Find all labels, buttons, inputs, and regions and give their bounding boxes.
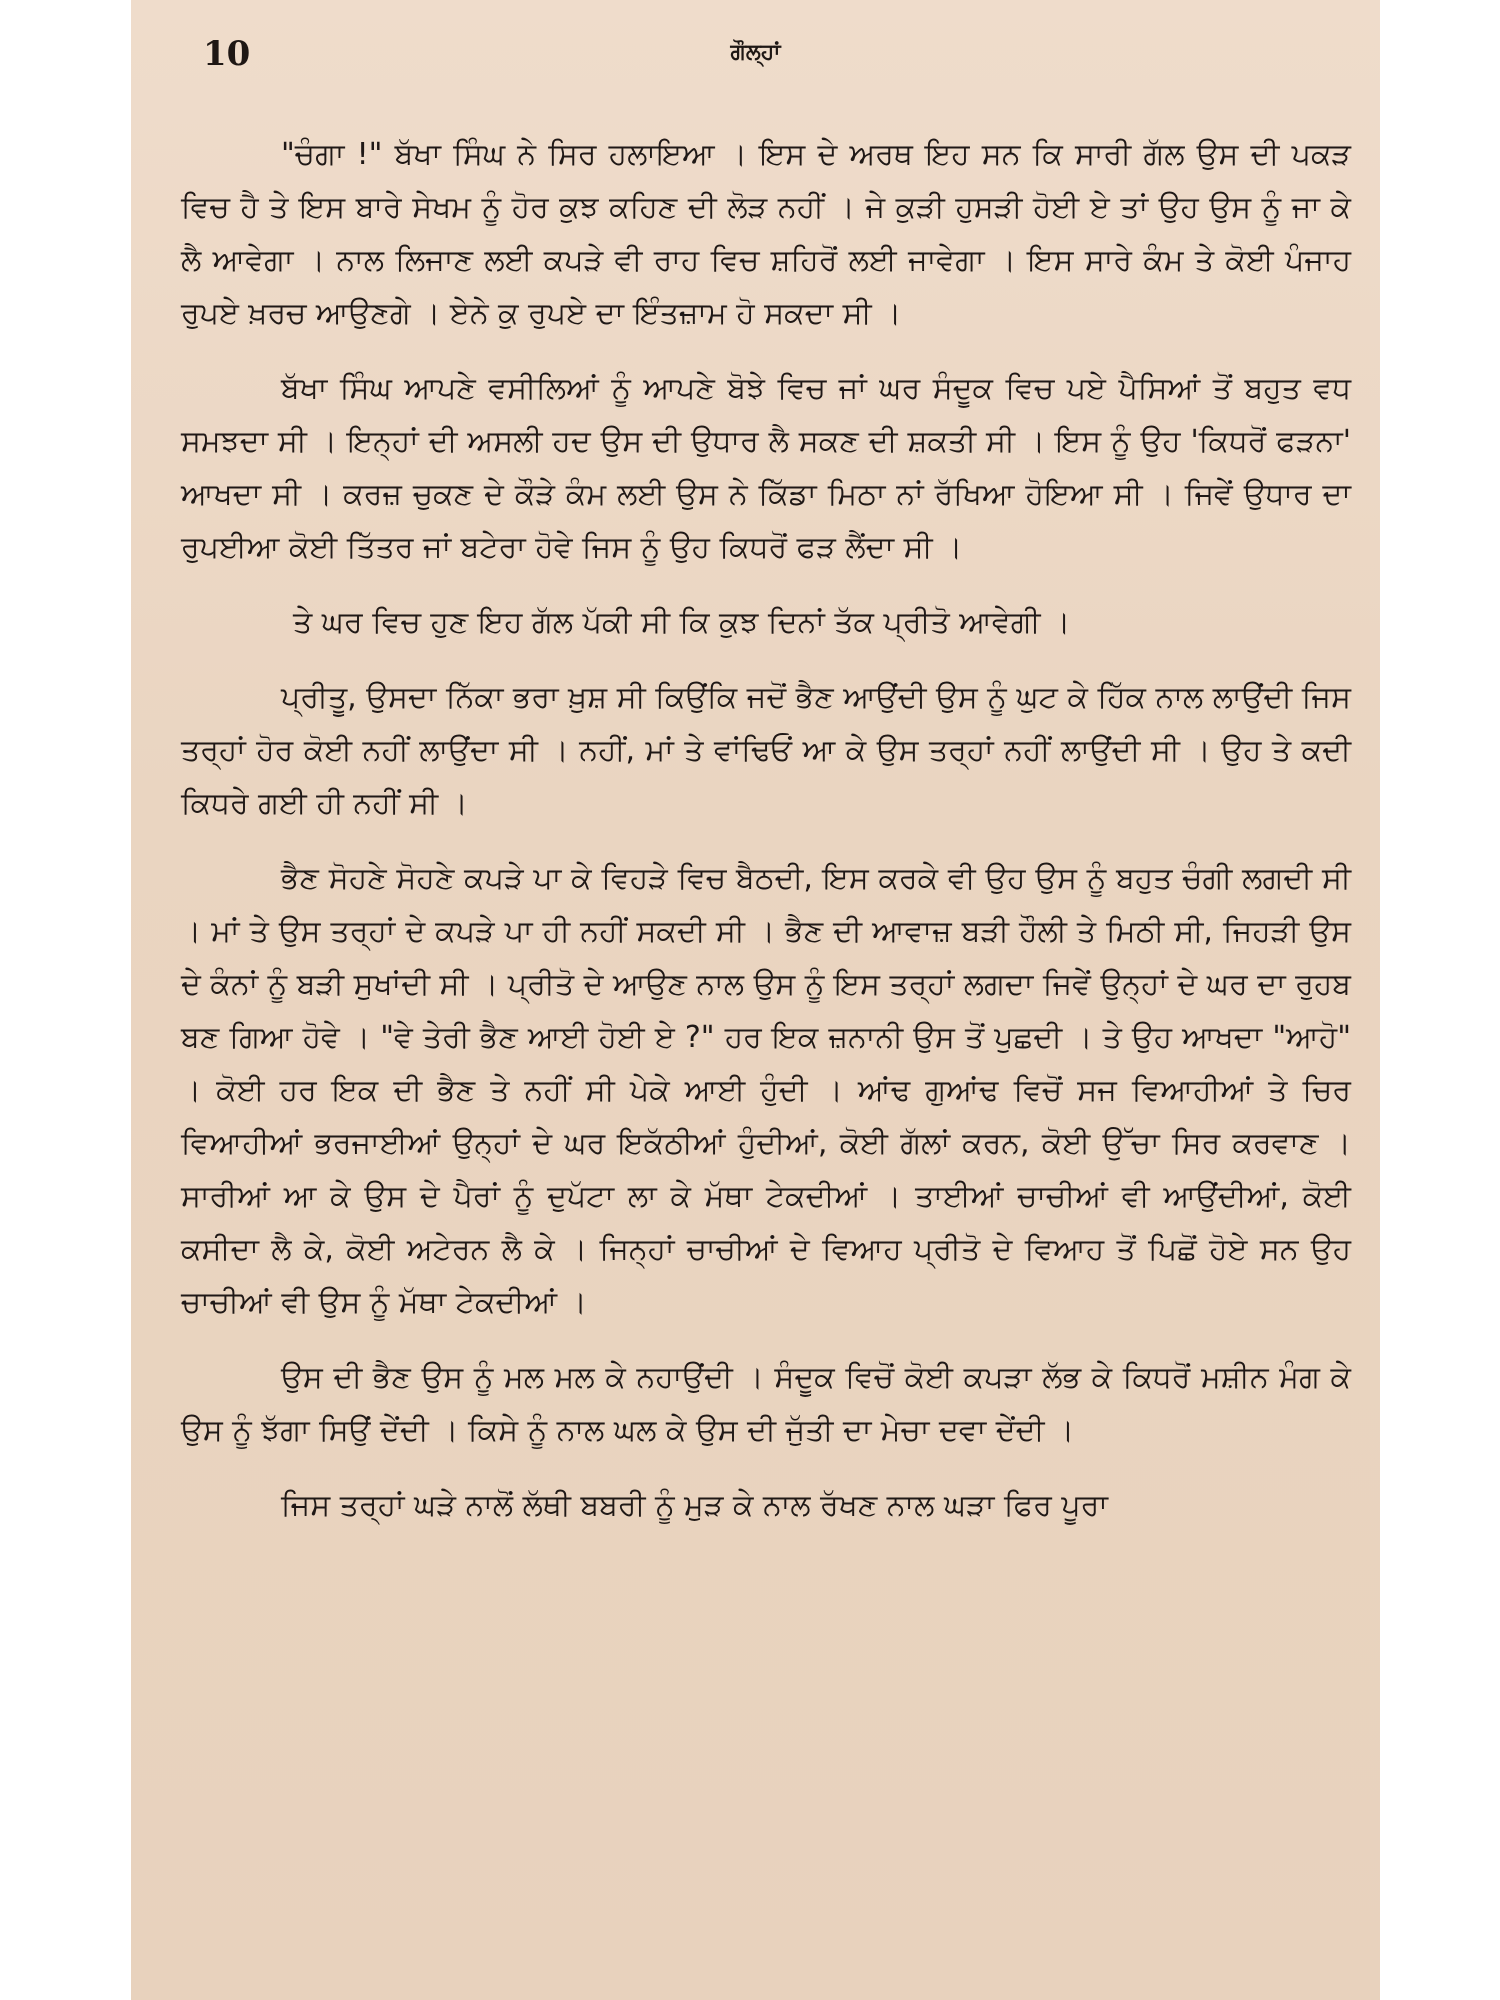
- paragraph-1: "ਚੰਗਾ !" ਬੱਖਾ ਸਿੰਘ ਨੇ ਸਿਰ ਹਲਾਇਆ । ਇਸ ਦੇ ਅਰਥ ਇਹ ਸਨ ਕਿ ਸਾਰੀ ਗੱਲ ਉਸ ਦੀ ਪਕੜ ਵਿਚ ਹੈ ਤੇ ਇਸ ਬਾਰੇ ਸੇਖਮ ਨੂੰ ਹੋਰ ਕੁਝ ਕਹਿਣ ਦੀ ਲੋੜ ਨਹੀਂ । ਜੇ ਕੁੜੀ ਹੁਸੜੀ ਹੋਈ ਏ ਤਾਂ ਉਹ ਉਸ ਨੂੰ ਜਾ ਕੇ ਲੈ ਆਵੇਗਾ । ਨਾਲ ਲਿਜਾਣ ਲਈ ਕਪੜੇ ਵੀ ਰਾਹ ਵਿਚ ਸ਼ਹਿਰੋਂ ਲਈ ਜਾਵੇਗਾ । ਇਸ ਸਾਰੇ ਕੰਮ ਤੇ ਕੋਈ ਪੰਜਾਹ ਰੁਪਏ ਖ਼ਰਚ ਆਉਣਗੇ । ਏਨੇ ਕੁ ਰੁਪਏ ਦਾ ਇੰਤਜ਼ਾਮ ਹੋ ਸਕਦਾ ਸੀ ।: [181, 137, 1351, 331]
- paragraph-5: ਭੈਣ ਸੋਹਣੇ ਸੋਹਣੇ ਕਪੜੇ ਪਾ ਕੇ ਵਿਹੜੇ ਵਿਚ ਬੈਠਦੀ, ਇਸ ਕਰਕੇ ਵੀ ਉਹ ਉਸ ਨੂੰ ਬਹੁਤ ਚੰਗੀ ਲਗਦੀ ਸੀ । ਮਾਂ ਤੇ ਉਸ ਤਰ੍ਹਾਂ ਦੇ ਕਪੜੇ ਪਾ ਹੀ ਨਹੀਂ ਸਕਦੀ ਸੀ । ਭੈਣ ਦੀ ਆਵਾਜ਼ ਬੜੀ ਹੌਲੀ ਤੇ ਮਿਠੀ ਸੀ, ਜਿਹੜੀ ਉਸ ਦੇ ਕੰਨਾਂ ਨੂੰ ਬੜੀ ਸੁਖਾਂਦੀ ਸੀ । ਪ੍ਰੀਤੋ ਦੇ ਆਉਣ ਨਾਲ ਉਸ ਨੂੰ ਇਸ ਤਰ੍ਹਾਂ ਲਗਦਾ ਜਿਵੇਂ ਉਨ੍ਹਾਂ ਦੇ ਘਰ ਦਾ ਰੁਹਬ ਬਣ ਗਿਆ ਹੋਵੇ । "ਵੇ ਤੇਰੀ ਭੈਣ ਆਈ ਹੋਈ ਏ ?" ਹਰ ਇਕ ਜ਼ਨਾਨੀ ਉਸ ਤੋਂ ਪੁਛਦੀ । ਤੇ ਉਹ ਆਖਦਾ "ਆਹੋ" । ਕੋਈ ਹਰ ਇਕ ਦੀ ਭੈਣ ਤੇ ਨਹੀਂ ਸੀ ਪੇਕੇ ਆਈ ਹੁੰਦੀ । ਆਂਢ ਗੁਆਂਢ ਵਿਚੋਂ ਸਜ ਵਿਆਹੀਆਂ ਤੇ ਚਿਰ ਵਿਆਹੀਆਂ ਭਰਜਾਈਆਂ ਉਨ੍ਹਾਂ ਦੇ ਘਰ ਇਕੱਠੀਆਂ ਹੁੰਦੀਆਂ, ਕੋਈ ਗੱਲਾਂ ਕਰਨ, ਕੋਈ ਉੱਚਾ ਸਿਰ ਕਰਵਾਣ । ਸਾਰੀਆਂ ਆ ਕੇ ਉਸ ਦੇ ਪੈਰਾਂ ਨੂੰ ਦੁਪੱਟਾ ਲਾ ਕੇ ਮੱਥਾ ਟੇਕਦੀਆਂ । ਤਾਈਆਂ ਚਾਚੀਆਂ ਵੀ ਆਉਂਦੀਆਂ, ਕੋਈ ਕਸੀਦਾ ਲੈ ਕੇ, ਕੋਈ ਅਟੇਰਨ ਲੈ ਕੇ । ਜਿਨ੍ਹਾਂ ਚਾਚੀਆਂ ਦੇ ਵਿਆਹ ਪ੍ਰੀਤੋ ਦੇ ਵਿਆਹ ਤੋਂ ਪਿਛੋਂ ਹੋਏ ਸਨ ਉਹ ਚਾਚੀਆਂ ਵੀ ਉਸ ਨੂੰ ਮੱਥਾ ਟੇਕਦੀਆਂ ।: [181, 861, 1351, 1320]
- paragraph-7: ਜਿਸ ਤਰ੍ਹਾਂ ਘੜੇ ਨਾਲੋਂ ਲੱਥੀ ਬਬਰੀ ਨੂੰ ਮੁੜ ਕੇ ਨਾਲ ਰੱਖਣ ਨਾਲ ਘੜਾ ਫਿਰ ਪੂਰਾ: [281, 1488, 1108, 1523]
- paragraph-4: ਪ੍ਰੀਤੂ, ਉਸਦਾ ਨਿੱਕਾ ਭਰਾ ਖ਼ੁਸ਼ ਸੀ ਕਿਉਂਕਿ ਜਦੋਂ ਭੈਣ ਆਉਂਦੀ ਉਸ ਨੂੰ ਘੁਟ ਕੇ ਹਿੱਕ ਨਾਲ ਲਾਉਂਦੀ ਜਿਸ ਤਰ੍ਹਾਂ ਹੋਰ ਕੋਈ ਨਹੀਂ ਲਾਉਂਦਾ ਸੀ । ਨਹੀਂ, ਮਾਂ ਤੇ ਵਾਂਢਿਓਂ ਆ ਕੇ ਉਸ ਤਰ੍ਹਾਂ ਨਹੀਂ ਲਾਉਂਦੀ ਸੀ । ਉਹ ਤੇ ਕਦੀ ਕਿਧਰੇ ਗਈ ਹੀ ਨਹੀਂ ਸੀ ।: [181, 680, 1351, 821]
- page-number: 10: [203, 34, 251, 74]
- paragraph-6: ਉਸ ਦੀ ਭੈਣ ਉਸ ਨੂੰ ਮਲ ਮਲ ਕੇ ਨਹਾਉਂਦੀ । ਸੰਦੂਕ ਵਿਚੋਂ ਕੋਈ ਕਪੜਾ ਲੱਭ ਕੇ ਕਿਧਰੋਂ ਮਸ਼ੀਨ ਮੰਗ ਕੇ ਉਸ ਨੂੰ ਝੱਗਾ ਸਿਉਂ ਦੇਂਦੀ । ਕਿਸੇ ਨੂੰ ਨਾਲ ਘਲ ਕੇ ਉਸ ਦੀ ਜੁੱਤੀ ਦਾ ਮੇਚਾ ਦਵਾ ਦੇਂਦੀ ।: [181, 1360, 1351, 1448]
- paragraph-3: ਤੇ ਘਰ ਵਿਚ ਹੁਣ ਇਹ ਗੱਲ ਪੱਕੀ ਸੀ ਕਿ ਕੁਝ ਦਿਨਾਂ ਤੱਕ ਪ੍ਰੀਤੋ ਆਵੇਗੀ ।: [293, 605, 1071, 640]
- body-text: [181, 128, 1351, 1542]
- book-page: [131, 0, 1380, 2000]
- paragraph-2: ਬੱਖਾ ਸਿੰਘ ਆਪਣੇ ਵਸੀਲਿਆਂ ਨੂੰ ਆਪਣੇ ਬੋਝੇ ਵਿਚ ਜਾਂ ਘਰ ਸੰਦੂਕ ਵਿਚ ਪਏ ਪੈਸਿਆਂ ਤੋਂ ਬਹੁਤ ਵਧ ਸਮਝਦਾ ਸੀ । ਇਨ੍ਹਾਂ ਦੀ ਅਸਲੀ ਹਦ ਉਸ ਦੀ ਉਧਾਰ ਲੈ ਸਕਣ ਦੀ ਸ਼ਕਤੀ ਸੀ । ਇਸ ਨੂੰ ਉਹ 'ਕਿਧਰੋਂ ਫੜਨਾ' ਆਖਦਾ ਸੀ । ਕਰਜ਼ ਚੁਕਣ ਦੇ ਕੌੜੇ ਕੰਮ ਲਈ ਉਸ ਨੇ ਕਿੱਡਾ ਮਿਠਾ ਨਾਂ ਰੱਖਿਆ ਹੋਇਆ ਸੀ । ਜਿਵੇਂ ਉਧਾਰ ਦਾ ਰੁਪਈਆ ਕੋਈ ਤਿੱਤਰ ਜਾਂ ਬਟੇਰਾ ਹੋਵੇ ਜਿਸ ਨੂੰ ਉਹ ਕਿਧਰੋਂ ਫੜ ਲੈਂਦਾ ਸੀ ।: [181, 371, 1351, 565]
- running-title: ਗੌਲ੍ਹਾਂ: [730, 40, 781, 65]
